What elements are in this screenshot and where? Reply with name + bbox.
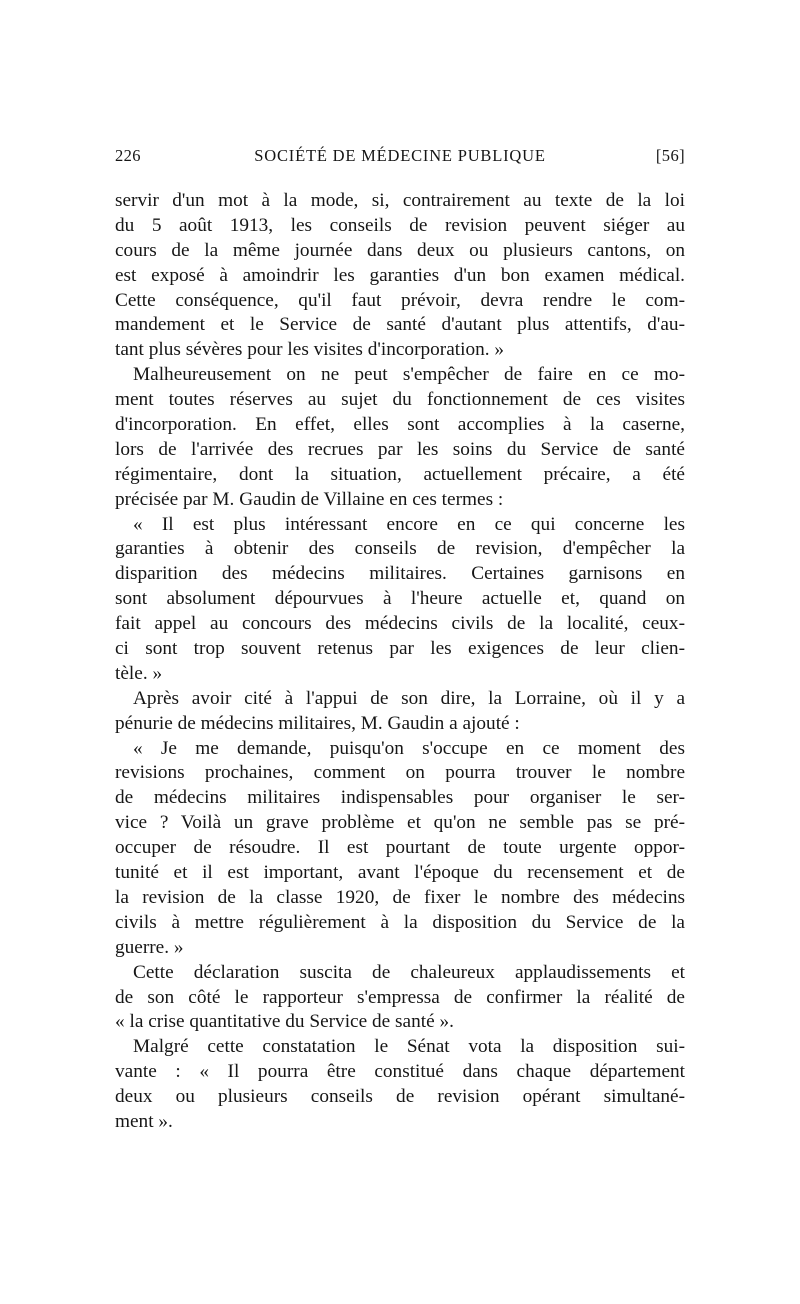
text-line: ment ». — [115, 1110, 173, 1132]
text-line: fait appel au concours des médecins civils de la localité, ceux- — [115, 613, 685, 635]
text-line: cours de la même journée dans deux ou plusieurs cantons, on — [115, 239, 685, 261]
body-text — [115, 189, 685, 1135]
text-line: disparition des médecins militaires. Certaines garnisons en — [115, 563, 685, 585]
running-title: SOCIÉTÉ DE MÉDECINE PUBLIQUE — [254, 146, 546, 165]
text-line: est exposé à amoindrir les garanties d'un bon examen médical. — [115, 264, 685, 286]
paragraph — [115, 687, 685, 737]
text-line: tèle. » — [115, 662, 163, 684]
text-line: tant plus sévères pour les visites d'incorporation. » — [115, 339, 505, 361]
text-line: la revision de la classe 1920, de fixer le nombre des médecins — [115, 886, 685, 908]
text-line: deux ou plusieurs conseils de revision opérant simultané- — [115, 1086, 685, 1108]
text-line: Cette conséquence, qu'il faut prévoir, devra rendre le com- — [115, 289, 685, 311]
paragraph — [115, 363, 685, 512]
paragraph — [115, 961, 685, 1036]
text-line: pénurie de médecins militaires, M. Gaudin a ajouté : — [115, 712, 520, 734]
text-line: sont absolument dépourvues à l'heure actuelle et, quand on — [115, 588, 685, 610]
paragraph — [115, 1035, 685, 1135]
text-line: de son côté le rapporteur s'empressa de confirmer la réalité de — [115, 986, 685, 1008]
text-line: occuper de résoudre. Il est pourtant de toute urgente oppor- — [115, 837, 685, 859]
text-line: Après avoir cité à l'appui de son dire, la Lorraine, où il y a — [133, 687, 685, 709]
text-line: servir d'un mot à la mode, si, contrairement au texte de la loi — [115, 190, 685, 211]
section-number: [56] — [655, 146, 685, 165]
text-line: ci sont trop souvent retenus par les exigences de leur clien- — [115, 638, 685, 660]
text-line: mandement et le Service de santé d'autant plus attentifs, d'au- — [115, 314, 685, 336]
text-line: Malheureusement on ne peut s'empêcher de faire en ce mo- — [133, 364, 685, 386]
text-line: Cette déclaration suscita de chaleureux applaudissements et — [133, 961, 685, 983]
text-line: vante : « Il pourra être constitué dans chaque département — [115, 1061, 685, 1083]
text-line: « Je me demande, puisqu'on s'occupe en ce moment des — [133, 737, 685, 759]
text-line: guerre. » — [115, 936, 184, 958]
paragraph — [115, 513, 685, 687]
text-line: tunité et il est important, avant l'époque du recensement et de — [115, 862, 685, 884]
text-line: régimentaire, dont la situation, actuellement précaire, a été — [115, 463, 685, 485]
text-line: « la crise quantitative du Service de santé ». — [115, 1011, 454, 1033]
page-number: 226 — [115, 146, 141, 165]
text-line: « Il est plus intéressant encore en ce qui concerne les — [133, 513, 685, 535]
text-line: Malgré cette constatation le Sénat vota la disposition sui- — [133, 1036, 685, 1058]
text-line: ment toutes réserves au sujet du fonctionnement de ces visites — [115, 389, 685, 411]
text-line: d'incorporation. En effet, elles sont accomplies à la caserne, — [115, 414, 685, 436]
text-line: lors de l'arrivée des recrues par les soins du Service de santé — [115, 438, 685, 460]
text-line: de médecins militaires indispensables pour organiser le ser- — [115, 787, 685, 809]
text-line: revisions prochaines, comment on pourra trouver le nombre — [115, 762, 685, 784]
book-page — [115, 146, 685, 1135]
paragraph — [115, 189, 685, 363]
text-line: précisée par M. Gaudin de Villaine en ces termes : — [115, 488, 504, 510]
text-line: du 5 août 1913, les conseils de revision peuvent siéger au — [115, 214, 685, 236]
text-line: civils à mettre régulièrement à la disposition du Service de la — [115, 911, 685, 933]
running-head — [115, 146, 685, 170]
text-line: garanties à obtenir des conseils de revision, d'empêcher la — [115, 538, 685, 560]
text-line: vice ? Voilà un grave problème et qu'on ne semble pas se pré- — [115, 812, 685, 834]
paragraph — [115, 737, 685, 961]
